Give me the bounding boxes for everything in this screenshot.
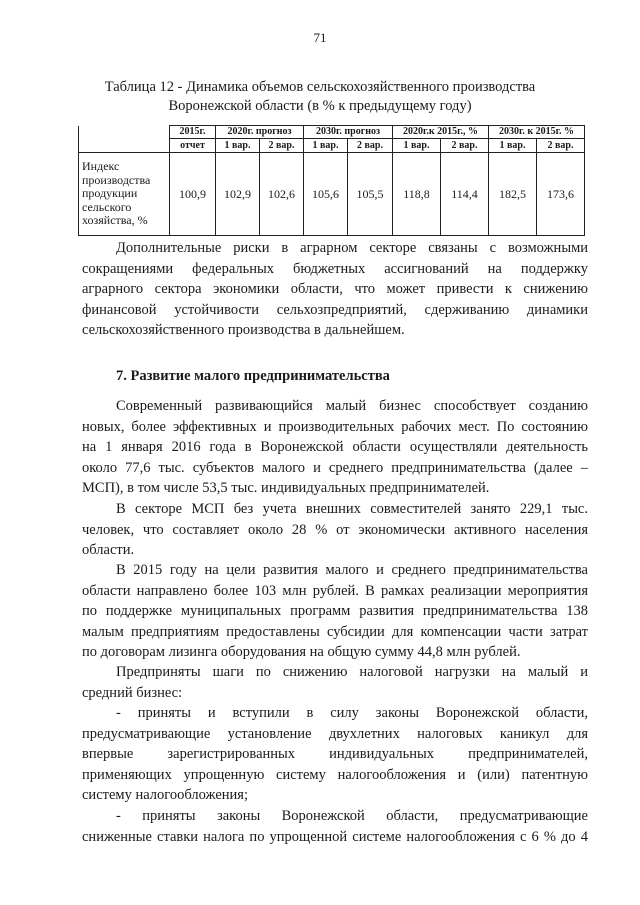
table-subheader-cell: 1 вар.: [304, 139, 348, 153]
paragraph-tax-steps: [82, 662, 588, 703]
text-line: предусматривающие установление двухлетних налоговых каникул для: [82, 725, 588, 742]
table-subheader-cell: 1 вар.: [216, 139, 260, 153]
table-header-cell: 2030г. к 2015г. %: [489, 126, 585, 139]
text-line: сельскохозяйственного производства в дальнейшем.: [82, 322, 405, 339]
paragraph-small-business: [82, 396, 588, 499]
text-line: около 77,6 тыс. субъектов малого и среднего предпринимательства (далее –: [82, 459, 588, 476]
table-header-cell: 2020г. прогноз: [216, 126, 304, 139]
text-line: малым предприятиям предоставлены субсидии для компенсации части затрат: [82, 623, 588, 640]
table-row: [79, 153, 585, 236]
table-subheader-cell: отчет: [170, 139, 216, 153]
table-subheader-cell: 1 вар.: [393, 139, 441, 153]
row-label-line: сельского: [82, 199, 132, 214]
page-number: 71: [313, 30, 327, 45]
text-line: Современный развивающийся малый бизнес способствует созданию: [116, 398, 588, 414]
text-line: применяющих упрощенную систему налогообложения и (или) патентную: [82, 766, 588, 783]
text-line: на 1 января 2016 года в Воронежской области осуществляли деятельность: [82, 439, 588, 456]
row-label-line: Индекс: [82, 159, 120, 174]
table-cell: 102,6: [260, 153, 304, 236]
table-cell: 118,8: [393, 153, 441, 236]
text-line: Предприняты шаги по снижению налоговой нагрузки на малый и: [116, 664, 588, 680]
table-cell: 182,5: [489, 153, 537, 236]
table-cell: 114,4: [441, 153, 489, 236]
table-header-row: [79, 126, 585, 139]
table-cell: 100,9: [170, 153, 216, 236]
text-line: области.: [82, 542, 135, 559]
agri-production-table: [78, 125, 585, 236]
table-caption-line: Таблица 12 - Динамика объемов сельскохозяйственного производства: [104, 79, 536, 95]
row-label-line: хозяйства, %: [82, 213, 148, 228]
table-subheader-cell: 1 вар.: [489, 139, 537, 153]
text-line: сокращениями федеральных бюджетных ассигнований на поддержку: [82, 260, 588, 277]
table-subheader-cell: 2 вар.: [537, 139, 585, 153]
text-line: систему налогообложения;: [82, 787, 248, 804]
table-cell: 173,6: [537, 153, 585, 236]
text-line: области направлено более 103 млн рублей. В рамках реализации мероприятия: [82, 582, 588, 599]
text-line: сниженные ставки налога по упрощенной системе налогообложения с 6 % до 4: [82, 828, 588, 845]
paragraph-funding: [82, 560, 588, 663]
table-row-label: [79, 153, 170, 236]
table-subheader-row: [79, 139, 585, 153]
table-cell: 105,6: [304, 153, 348, 236]
table-subheader-cell: 2 вар.: [441, 139, 489, 153]
table-header-cell: 2030г. прогноз: [304, 126, 393, 139]
text-line: В 2015 году на цели развития малого и среднего предпринимательства: [116, 562, 588, 578]
paragraph-reduced-rates: [82, 806, 588, 847]
risks-paragraph: [82, 238, 588, 341]
text-line: МСП), в том числе 53,5 тыс. индивидуальных предпринимателей.: [82, 480, 490, 497]
table-cell: 105,5: [348, 153, 393, 236]
table-subheader-cell: 2 вар.: [348, 139, 393, 153]
text-line: новых, более эффективных и производительных рабочих мест. По состоянию: [82, 418, 588, 435]
text-line: впервые зарегистрированных индивидуальных предпринимателей,: [82, 746, 588, 763]
section-heading: 7. Развитие малого предпринимательства: [116, 368, 390, 384]
text-line: финансовой устойчивости сельхозпредприятий, сдерживанию динамики: [82, 301, 588, 318]
text-line: аграрного сектора экономики области, что может привести к снижению: [82, 281, 588, 298]
text-line: человек, что составляет около 28 % от экономически активного населения: [82, 521, 588, 538]
table-header-cell: 2015г.: [170, 126, 216, 139]
text-line: по договорам лизинга оборудования на общую сумму 44,8 млн рублей.: [82, 644, 521, 661]
table-cell: 102,9: [216, 153, 260, 236]
text-line: средний бизнес:: [82, 684, 183, 701]
table-corner-cell: [79, 139, 170, 153]
text-line: В секторе МСП без учета внешних совместителей занято 229,1 тыс.: [116, 501, 588, 517]
row-label-line: продукции: [82, 186, 138, 201]
row-label-line: производства: [82, 172, 151, 187]
table-header-cell: 2020г.к 2015г., %: [393, 126, 489, 139]
table-caption-line: Воронежской области (в % к предыдущему году): [168, 98, 472, 114]
table-subheader-cell: 2 вар.: [260, 139, 304, 153]
text-line: по поддержке муниципальных программ развития предпринимательства 138: [82, 603, 588, 620]
text-line: - приняты законы Воронежской области, предусматривающие: [116, 808, 588, 824]
table-caption: [60, 78, 580, 116]
paragraph-tax-holidays: [82, 703, 588, 806]
text-line: - приняты и вступили в силу законы Воронежской области,: [116, 705, 588, 721]
table-corner-cell: [79, 126, 170, 139]
text-line: Дополнительные риски в аграрном секторе связаны с возможными: [116, 240, 588, 256]
paragraph-employment: [82, 499, 588, 561]
